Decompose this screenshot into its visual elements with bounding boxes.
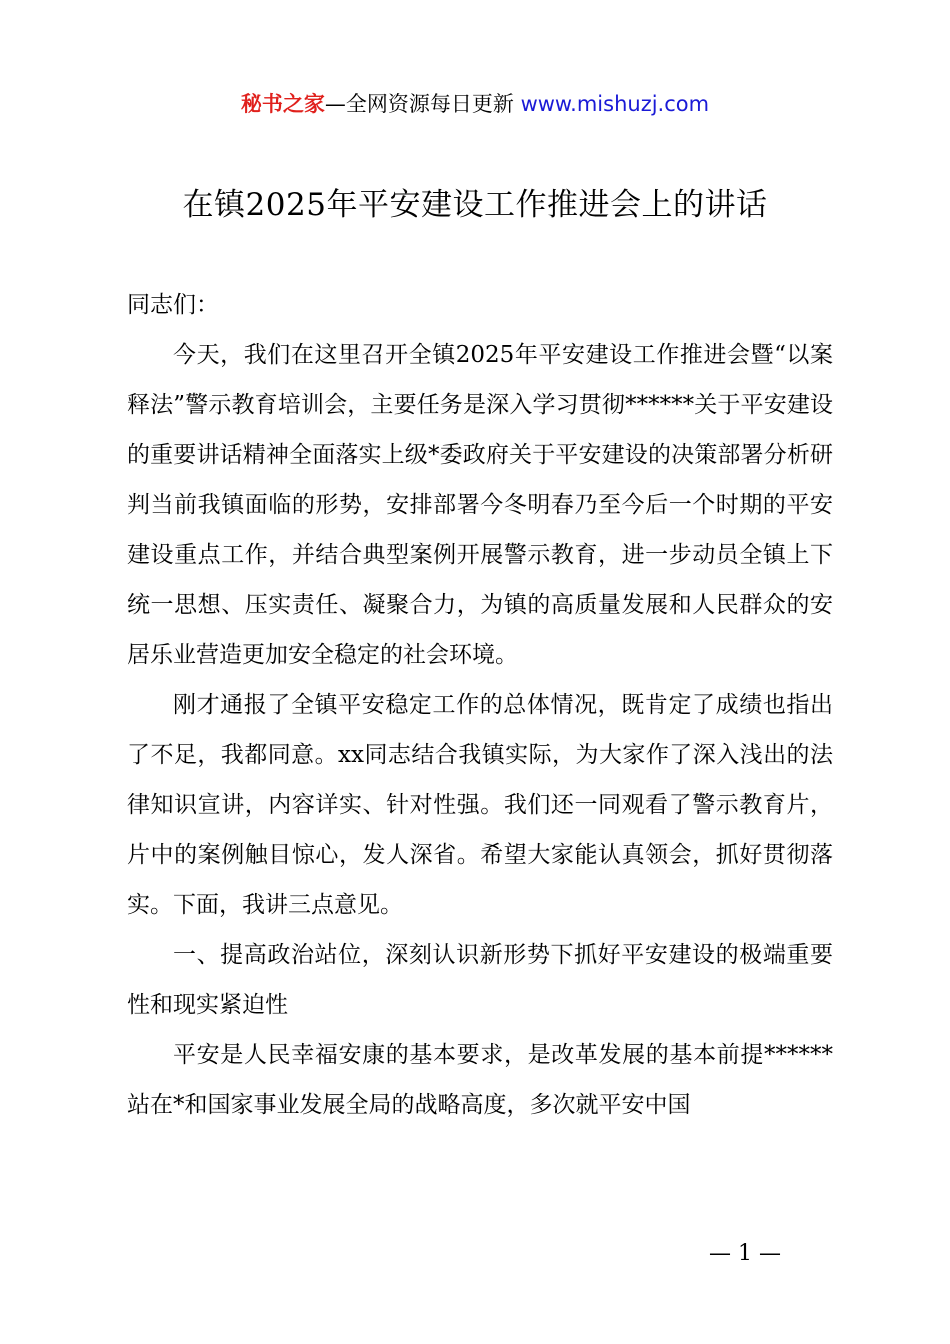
paragraph-intro: 今天，我们在这里召开全镇2025年平安建设工作推进会暨“以案释法”警示教育培训会，主要任务是深入学习贯彻******关于平安建设的重要讲话精神全面落实上级*委政府关于平安建设的决策部署分析研判当前我镇面临的形势，安排部署今冬明春乃至今后一个时期的平安建设重点工作，并结合典型案例开展警示教育，进一步动员全镇上下统一思想、压实责任、凝聚合力，为镇的高质量发展和人民群众的安居乐业营造更加安全稳定的社会环境。	[127, 342, 833, 668]
paragraph-section-1: 平安是人民幸福安康的基本要求，是改革发展的基本前提******站在*和国家事业发展全局的战略高度，多次就平安中国	[127, 1042, 833, 1118]
site-header	[0, 88, 950, 120]
header-tagline: —全网资源每日更新	[324, 92, 514, 116]
document-title: 在镇2025年平安建设工作推进会上的讲话	[182, 187, 768, 223]
page-number: — 1 —	[709, 1241, 781, 1266]
section-heading-1: 一、提高政治站位，深刻认识新形势下抓好平安建设的极端重要性和现实紧迫性	[127, 942, 833, 1018]
paragraph-review: 刚才通报了全镇平安稳定工作的总体情况，既肯定了成绩也指出了不足，我都同意。xx同志结合我镇实际，为大家作了深入浅出的法律知识宣讲，内容详实、针对性强。我们还一同观看了警示教育片，片中的案例触目惊心，发人深省。希望大家能认真领会，抓好贯彻落实。下面，我讲三点意见。	[127, 692, 833, 918]
site-url-link[interactable]: www.mishuzj.com	[520, 92, 710, 116]
greeting: 同志们：	[127, 292, 219, 318]
brand-name: 秘书之家	[240, 92, 325, 116]
document-body	[127, 280, 833, 1130]
